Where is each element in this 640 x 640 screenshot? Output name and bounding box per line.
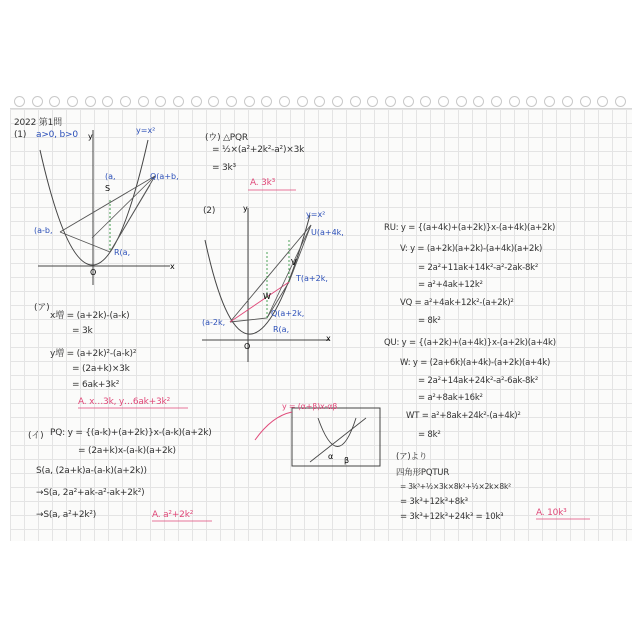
- right-line-9: = 2a²+14ak+24k²-a²-6ak-8k²: [418, 376, 539, 386]
- graph1-curve-label: y=x²: [136, 126, 156, 135]
- w-line-2: = 3k³: [212, 163, 236, 173]
- graph2-origin: O: [244, 342, 251, 351]
- right-line-17: = 3k³+12k³+24k³ = 10k³: [400, 512, 504, 522]
- i-line-3: S(a, (2a+k)a-(a-k)(a+2k)): [36, 466, 147, 476]
- year-label: 2022 第1問: [14, 118, 62, 128]
- right-line-14: 四角形PQTUR: [396, 468, 450, 478]
- graph1-tangent: [110, 185, 150, 252]
- right-line-5: VQ = a²+4ak+12k²-(a+2k)²: [400, 298, 514, 308]
- graph2-point-Q: Q(a+2k,: [271, 309, 305, 318]
- graph2-x-label: x: [326, 334, 331, 343]
- right-line-6: = 8k²: [418, 316, 441, 326]
- graph2-y-label: y: [243, 204, 248, 213]
- i-label: (イ): [28, 431, 44, 441]
- right-line-16: = 3k³+12k³+8k³: [400, 497, 468, 507]
- right-line-13: (ア)より: [396, 452, 428, 462]
- right-line-8: W: y = (2a+6k)(a+4k)-(a+2k)(a+4k): [400, 358, 551, 368]
- graph1-point-Q: Q(a+b,: [150, 172, 179, 181]
- w-answer: A. 3k³: [250, 178, 276, 188]
- t-line-4: = (2a+k)×3k: [72, 364, 130, 374]
- i-line-5: →S(a, a²+2k²): [36, 510, 97, 520]
- right-line-4: = a²+4ak+12k²: [418, 280, 483, 290]
- graph1-point-P: (a-b,: [34, 226, 53, 235]
- graph2-letter-V: V: [291, 258, 297, 267]
- graph1-parabola: [40, 140, 148, 265]
- graph1-y-label: y: [88, 132, 93, 141]
- graph1-point-R: R(a,: [114, 248, 131, 257]
- note-arrow: [255, 412, 292, 440]
- t-line-5: = 6ak+3k²: [72, 380, 120, 390]
- graph2-point-U: U(a+4k,: [311, 228, 344, 237]
- graph2-point-P: (a-2k,: [202, 318, 226, 327]
- graph1-point-S: (a,: [105, 172, 116, 181]
- t-answer: A. x…3k, y…6ak+3k²: [78, 397, 170, 407]
- graph2-letter-W: W: [263, 292, 271, 301]
- graph2-label: (2): [203, 206, 216, 216]
- note-box-line: [310, 418, 366, 462]
- part1-label: (1): [14, 130, 27, 140]
- w-line-1: = ½×(a²+2k²-a²)×3k: [212, 145, 305, 155]
- i-line-1: PQ: y = {(a-k)+(a+2k)}x-(a-k)(a+2k): [50, 428, 212, 438]
- part3-label: (ウ) △PQR: [205, 133, 248, 143]
- i-answer: A. a²+2k²: [152, 510, 194, 520]
- right-line-10: = a²+8ak+16k²: [418, 393, 483, 403]
- t-line-2: = 3k: [72, 326, 93, 336]
- i-line-2: = (2a+k)x-(a-k)(a+2k): [78, 446, 176, 456]
- right-line-7: QU: y = {(a+2k)+(a+4k)}x-(a+2k)(a+4k): [384, 338, 556, 348]
- graph1-letter-S: S: [105, 184, 111, 193]
- graph1-origin: O: [90, 268, 97, 277]
- graph1-x-label: x: [170, 262, 175, 271]
- t-label: (ア): [34, 303, 50, 313]
- right-line-3: = 2a²+11ak+14k²-a²-2ak-8k²: [418, 263, 539, 273]
- part1-condition: a>0, b>0: [36, 130, 78, 140]
- right-line-12: = 8k²: [418, 430, 441, 440]
- right-line-2: V: y = (a+2k)(a+2k)-(a+4k)(a+2k): [400, 244, 543, 254]
- right-line-1: RU: y = {(a+4k)+(a+2k)}x-(a+4k)(a+2k): [384, 223, 556, 233]
- note-box-beta: β: [344, 456, 350, 465]
- graph2-chord: [267, 225, 311, 318]
- note-box: [292, 408, 380, 466]
- graph2-point-R: R(a,: [273, 325, 290, 334]
- i-line-4: →S(a, 2a²+ak-a²-ak+2k²): [36, 488, 145, 498]
- t-line-1: x増 = (a+2k)-(a-k): [50, 311, 130, 321]
- graph2-curve-label: y=x²: [306, 210, 326, 219]
- note-box-title: y = (α+β)x-αβ: [282, 402, 338, 411]
- note-box-parabola: [318, 418, 356, 447]
- right-answer: A. 10k³: [536, 508, 567, 518]
- right-line-15: = 3k³+½×3k×8k²+½×2k×8k²: [400, 482, 511, 491]
- graph2-point-T: T(a+2k,: [296, 274, 328, 283]
- note-box-alpha: α: [328, 452, 334, 461]
- t-line-3: y増 = (a+2k)²-(a-k)²: [50, 349, 137, 359]
- right-line-11: WT = a²+8ak+24k²-(a+4k)²: [406, 411, 521, 421]
